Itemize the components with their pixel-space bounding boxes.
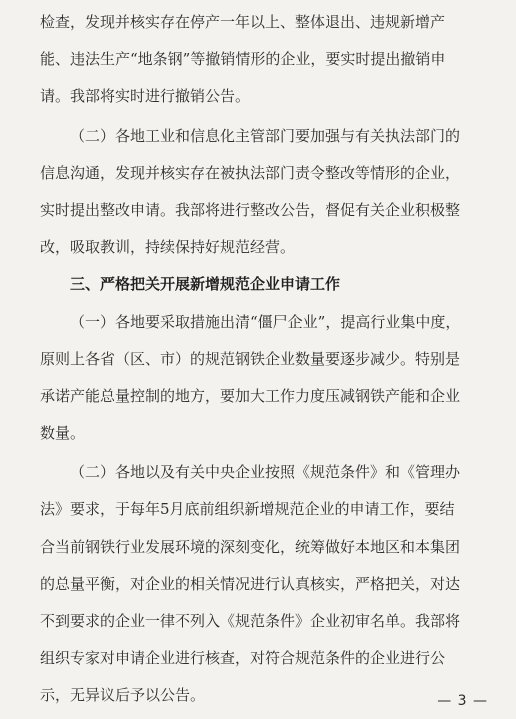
body-line: 法》要求，于每年5月底前组织新增规范企业的申请工作，要结 — [40, 500, 455, 519]
section-heading: 三、严格把关开展新增规范企业申请工作 — [70, 275, 341, 294]
body-line: 请。我部将实时进行撤销公告。 — [40, 87, 251, 106]
body-line: 实时提出整改申请。我部将进行整改公告，督促有关企业积极整 — [40, 200, 461, 219]
body-line: 组织专家对申请企业进行核查，对符合规范条件的企业进行公 — [40, 649, 446, 668]
paragraph-start-line: （二）各地工业和信息化主管部门要加强与有关执法部门的 — [70, 126, 461, 145]
paragraph-start-line: （二）各地以及有关中央企业按照《规范条件》和《管理办 — [70, 463, 461, 482]
body-line: 能、违法生产“地条钢”等撤销情形的企业，要实时提出撤销申 — [40, 50, 446, 69]
body-line: 合当前钢铁行业发展环境的深刻变化，统筹做好本地区和本集团 — [40, 537, 461, 556]
body-line: 检查，发现并核实存在停产一年以上、整体退出、违规新增产 — [40, 13, 446, 31]
body-line: 的总量平衡，对企业的相关情况进行认真核实，严格把关，对达 — [40, 574, 461, 593]
page-number: — 3 — — [437, 693, 488, 709]
body-line: 承诺产能总量控制的地方，要加大工作力度压减钢铁产能和企业 — [40, 386, 461, 405]
body-line: 数量。 — [40, 424, 86, 443]
body-line: 改，吸取教训，持续保持好规范经营。 — [40, 238, 296, 257]
body-line: 信息沟通，发现并核实存在被执法部门责令整改等情形的企业， — [40, 163, 461, 182]
body-line: 不到要求的企业一律不列入《规范条件》企业初审名单。我部将 — [40, 612, 461, 630]
body-line: 原则上各省（区、市）的规范钢铁企业数量要逐步减少。特别是 — [40, 349, 461, 368]
paragraph-start-line: （一）各地要采取措施出清“僵尸企业”，提高行业集中度， — [70, 312, 461, 331]
body-line: 示，无异议后予以公告。 — [40, 686, 206, 705]
